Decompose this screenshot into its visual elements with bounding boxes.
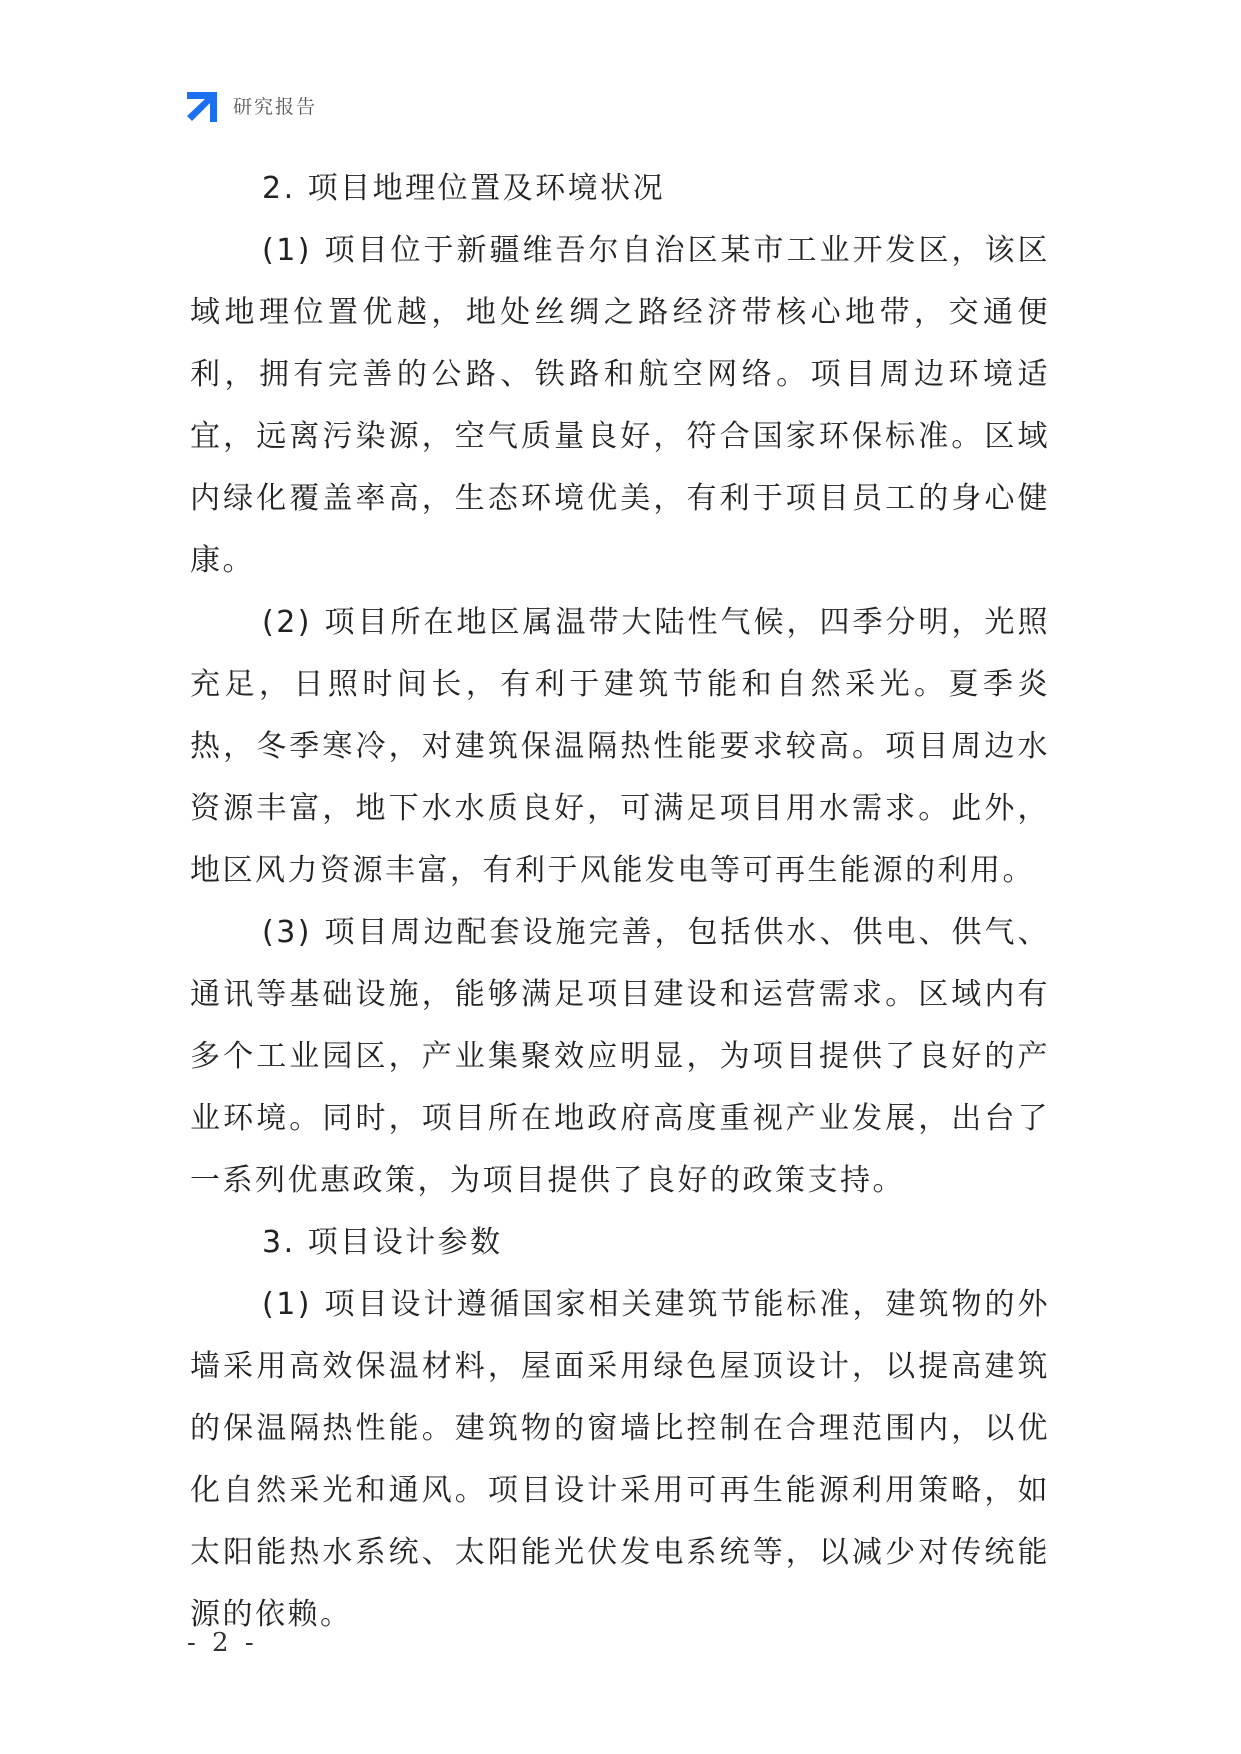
arrow-up-right-icon — [187, 89, 220, 122]
page-header — [187, 88, 317, 122]
section-heading-3: 3. 项目设计参数 — [262, 1225, 503, 1260]
document-body — [190, 158, 1050, 1646]
page-number: - 2 - — [187, 1628, 258, 1658]
paragraph: (1) 项目位于新疆维吾尔自治区某市工业开发区，该区域地理位置优越，地处丝绸之路经济带核心地带，交通便利，拥有完善的公路、铁路和航空网络。项目周边环境适宜，远离污染源，空气质量良好，符合国家环保标准。区域内绿化覆盖率高，生态环境优美，有利于项目员工的身心健康。 — [190, 233, 1050, 578]
section-heading-2: 2. 项目地理位置及环境状况 — [262, 171, 666, 206]
paragraph: (1) 项目设计遵循国家相关建筑节能标准，建筑物的外墙采用高效保温材料，屋面采用绿色屋顶设计，以提高建筑的保温隔热性能。建筑物的窗墙比控制在合理范围内，以优化自然采光和通风。项目设计采用可再生能源利用策略，如太阳能热水系统、太阳能光伏发电系统等，以减少对传统能源的依赖。 — [190, 1287, 1050, 1632]
paragraph: (3) 项目周边配套设施完善，包括供水、供电、供气、通讯等基础设施，能够满足项目建设和运营需求。区域内有多个工业园区，产业集聚效应明显，为项目提供了良好的产业环境。同时，项目所在地政府高度重视产业发展，出台了一系列优惠政策，为项目提供了良好的政策支持。 — [190, 915, 1050, 1198]
paragraph: (2) 项目所在地区属温带大陆性气候，四季分明，光照充足，日照时间长，有利于建筑节能和自然采光。夏季炎热，冬季寒冷，对建筑保温隔热性能要求较高。项目周边水资源丰富，地下水水质良好，可满足项目用水需求。此外，地区风力资源丰富，有利于风能发电等可再生能源的利用。 — [190, 605, 1050, 888]
header-title: 研究报告 — [233, 95, 318, 118]
